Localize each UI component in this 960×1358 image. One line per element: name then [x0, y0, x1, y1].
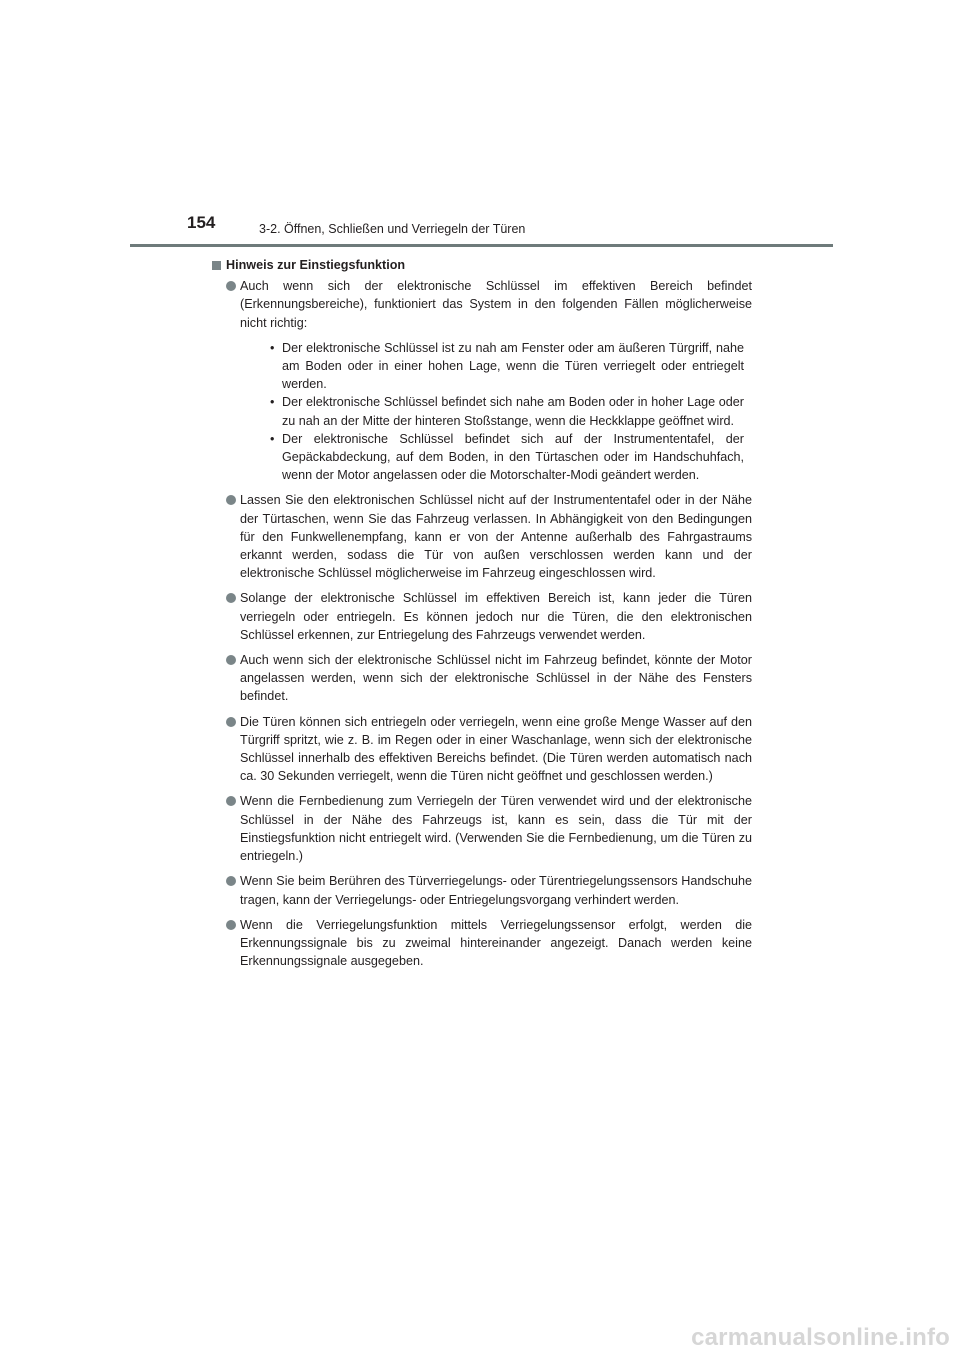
circle-bullet-icon — [226, 920, 236, 930]
content-area — [212, 256, 752, 977]
bullet-item — [212, 277, 752, 484]
header-divider — [130, 244, 833, 247]
dot-marker-icon: • — [270, 431, 275, 446]
sub-item-text: Der elektronische Schlüssel ist zu nah am Fenster oder am äußeren Türgriff, nahe am Boden oder in einer hohen Lage, wenn die Türen verriegelt oder entriegelt werden. — [282, 340, 744, 392]
bullet-text: Auch wenn sich der elektronische Schlüssel im effektiven Bereich befindet (Erkennungsbereiche), funktioniert das System in den folgenden Fällen möglicherweise nicht richtig: — [240, 279, 752, 330]
sub-list — [240, 339, 752, 485]
circle-bullet-icon — [226, 655, 236, 665]
circle-bullet-icon — [226, 876, 236, 886]
bullet-text: Wenn Sie beim Berühren des Türverriegelungs- oder Türentriegelungssensors Handschuhe tragen, kann der Verriegelungs- oder Entriegelungsvorgang verhindert werden. — [240, 874, 752, 907]
bullet-text: Lassen Sie den elektronischen Schlüssel nicht auf der Instrumententafel oder in der Nähe der Türtaschen, wenn Sie das Fahrzeug verlassen. In Abhängigkeit von den Bedingungen für den Funkwellenempfang, kann er von der Antenne außerhalb des Fahrgastraums erkannt werden, sodass die Tür von außen verschlossen werden kann und der elektronische Schlüssel möglicherweise im Fahrzeug eingeschlossen wird. — [240, 493, 752, 581]
page-number: 154 — [187, 213, 216, 232]
watermark: carmanualsonline.info — [691, 1324, 950, 1351]
bullet-item — [212, 589, 752, 644]
chapter-title: 3-2. Öffnen, Schließen und Verriegeln der Türen — [259, 222, 526, 236]
circle-bullet-icon — [226, 796, 236, 806]
bullet-item — [212, 872, 752, 908]
section-heading-text: Hinweis zur Einstiegsfunktion — [226, 258, 406, 272]
bullet-item — [212, 916, 752, 971]
bullet-item — [212, 491, 752, 582]
sub-item-text: Der elektronische Schlüssel befindet sich nahe am Boden oder in hoher Lage oder zu nah an der Mitte der hinteren Stoßstange, wenn die Heckklappe geöffnet wird. — [282, 395, 744, 428]
sub-list-item — [268, 393, 752, 429]
bullet-text: Wenn die Verriegelungsfunktion mittels Verriegelungssensor erfolgt, werden die Erkennungssignale bis zu zweimal hintereinander angezeigt. Danach werden keine Erkennungssignale ausgegeben. — [240, 917, 752, 969]
dot-marker-icon: • — [270, 340, 275, 355]
dot-marker-icon: • — [270, 395, 275, 410]
circle-bullet-icon — [226, 281, 236, 291]
square-bullet-icon — [212, 261, 221, 270]
bullet-item — [212, 713, 752, 786]
circle-bullet-icon — [226, 717, 236, 727]
bullet-item — [212, 651, 752, 706]
bullet-text: Wenn die Fernbedienung zum Verriegeln der Türen verwendet wird und der elektronische Schlüssel in der Nähe des Fahrzeugs ist, kann es sein, dass die Tür mit der Einstiegsfunktion nicht entriegelt wird. (Verwenden Sie die Fernbedienung, um die Türen zu entriegeln.) — [240, 794, 752, 864]
sub-list-item — [268, 339, 752, 394]
section-heading — [212, 256, 752, 274]
bullet-text: Die Türen können sich entriegeln oder verriegeln, wenn eine große Menge Wasser auf den Türgriff spritzt, wie z. B. im Regen oder in einer Waschanlage, wenn sich der elektronische Schlüssel innerhalb des effektiven Bereichs befindet. (Die Türen werden automatisch nach ca. 30 Sekunden verriegelt, wenn die Türen nicht geöffnet und geschlossen werden.) — [240, 714, 752, 784]
bullet-text: Solange der elektronische Schlüssel im effektiven Bereich ist, kann jeder die Türen verriegeln oder entriegeln. Es können jedoch nur die Türen, die den elektronischen Schlüssel erkennen, zur Entriegelung des Fahrzeugs verwendet werden. — [240, 591, 752, 642]
circle-bullet-icon — [226, 495, 236, 505]
bullet-item — [212, 792, 752, 865]
bullet-text: Auch wenn sich der elektronische Schlüssel nicht im Fahrzeug befindet, könnte der Motor angelassen werden, wenn sich der elektronische Schlüssel in der Nähe des Fensters befindet. — [240, 653, 752, 704]
sub-item-text: Der elektronische Schlüssel befindet sich auf der Instrumententafel, der Gepäckabdeckung, auf dem Boden, in den Türtaschen oder im Handschuhfach, wenn der Motor angelassen oder die Motorschalter-Modi geändert werden. — [282, 431, 744, 483]
circle-bullet-icon — [226, 593, 236, 603]
sub-list-item — [268, 430, 752, 485]
